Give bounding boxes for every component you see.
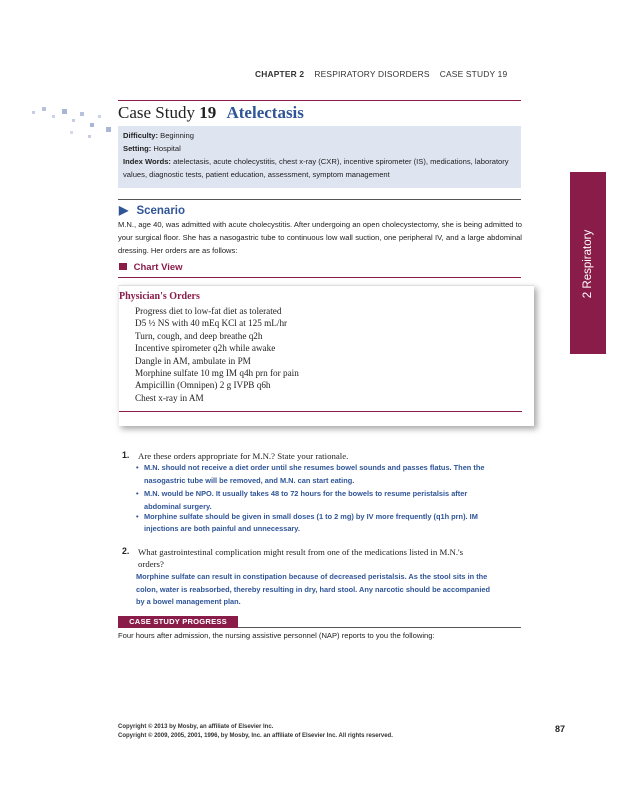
order-item: Ampicillin (Omnipen) 2 g IVPB q6h [135, 380, 271, 391]
copyright [118, 723, 393, 741]
index-words-line [118, 155, 521, 168]
scenario-text: M.N., age 40, was admitted with acute cholecystitis. After undergoing an open cholecystectomy, she is being admitted to your surgical floor. She has a nasogastric tube to continuous low wall suction, one peripheral IV, and a large abdominal dressing. Her orders are as follows: [118, 220, 522, 255]
difficulty-label: Difficulty: [123, 131, 159, 140]
case-study-title [118, 103, 304, 123]
bullet-icon: • [136, 463, 139, 472]
side-tab-label: 2 Respiratory [582, 229, 594, 299]
question-number: 2. [122, 546, 130, 556]
setting-line [118, 142, 521, 155]
question-text: What gastrointestinal complication might result from one of the medications listed in M.N.'s [138, 547, 464, 557]
section-label: RESPIRATORY DISORDERS [314, 69, 430, 79]
answer-line: colon, water is reabsorbed, thereby resulting in dry, hard stool. Any narcotic should be accompanied [136, 585, 491, 594]
index-words-line-2 [118, 168, 521, 181]
physician-orders-list [135, 305, 299, 404]
info-box [118, 126, 521, 188]
chapter-side-tab [570, 172, 606, 354]
bullet-icon: • [136, 489, 139, 498]
order-item: Incentive spirometer q2h while awake [135, 343, 276, 354]
answer-line: injections are both painful and unnecessary. [144, 524, 300, 533]
case-study-topic: Atelectasis [226, 103, 304, 122]
case-study-number: 19 [199, 103, 217, 122]
case-study-progress-label: CASE STUDY PROGRESS [118, 616, 238, 628]
chart-view-heading [119, 262, 183, 273]
scenario-arrow-icon: ▶ [119, 203, 129, 217]
page-number: 87 [555, 724, 566, 734]
setting-value: Hospital [153, 144, 181, 153]
order-item: Morphine sulfate 10 mg IM q4h prn for pain [135, 368, 299, 379]
index-words-value-1: atelectasis, acute cholecystitis, chest x-ray (CXR), incentive spirometer (IS), medications, laboratory [173, 157, 509, 166]
bullet-icon: • [136, 512, 139, 521]
order-item: Progress diet to low-fat diet as tolerated [135, 306, 282, 316]
chart-view-square-icon [119, 263, 127, 270]
scenario-rule [118, 199, 521, 200]
difficulty-value: Beginning [160, 131, 194, 140]
progress-rule [238, 627, 521, 628]
chart-view-heading-text: Chart View [133, 262, 183, 273]
answer-line: by a bowel management plan. [136, 597, 241, 606]
answer-line: Morphine sulfate should be given in small doses (1 to 2 mg) by IV more frequently (q1h prn). IM [144, 512, 478, 521]
physician-orders-title: Physician's Orders [119, 291, 200, 302]
chapter-label: CHAPTER 2 [255, 69, 305, 79]
chart-view-rule [118, 277, 521, 278]
answer-line: nasogastric tube will be removed, and M.N. can start eating. [144, 476, 355, 485]
question-text: orders? [138, 559, 164, 569]
physician-orders-box [118, 285, 534, 426]
title-rule [118, 100, 521, 101]
order-item: Turn, cough, and deep breathe q2h [135, 330, 263, 341]
order-item: D5 ½ NS with 40 mEq KCl at 125 mL/hr [135, 318, 288, 329]
answer-line: M.N. would be NPO. It usually takes 48 to 72 hours for the bowels to resume peristalsis after [144, 489, 468, 498]
setting-label: Setting: [123, 144, 152, 153]
index-words-value-2: values, diagnostic tests, patient education, assessment, symptom management [123, 170, 390, 179]
decorative-dots-icon [28, 103, 118, 148]
order-item: Chest x-ray in AM [135, 392, 204, 403]
difficulty-line [118, 126, 521, 142]
answer-line: Morphine sulfate can result in constipation because of decreased peristalsis. As the stool sits in the [136, 572, 488, 581]
answer-line: M.N. should not receive a diet order until she resumes bowel sounds and passes flatus. Then the [144, 463, 485, 472]
question-text: Are these orders appropriate for M.N.? State your rationale. [138, 451, 349, 461]
running-head [255, 69, 525, 79]
case-study-progress-text: Four hours after admission, the nursing assistive personnel (NAP) reports to you the following: [118, 631, 435, 640]
copyright-line-1: Copyright © 2013 by Mosby, an affiliate of Elsevier Inc. [118, 724, 274, 730]
case-label: CASE STUDY 19 [439, 69, 508, 79]
question-number: 1. [122, 450, 130, 460]
answer-line: abdominal surgery. [144, 502, 212, 511]
index-words-label: Index Words: [123, 157, 171, 166]
scenario-heading-text: Scenario [136, 205, 186, 217]
order-item: Dangle in AM, ambulate in PM [135, 355, 251, 366]
case-study-label: Case Study [118, 103, 195, 122]
copyright-line-2: Copyright © 2009, 2005, 2001, 1996, by Mosby, Inc. an affiliate of Elsevier Inc. All rights reserved. [118, 733, 393, 739]
scenario-heading [119, 203, 185, 217]
orders-bottom-rule [119, 411, 522, 412]
